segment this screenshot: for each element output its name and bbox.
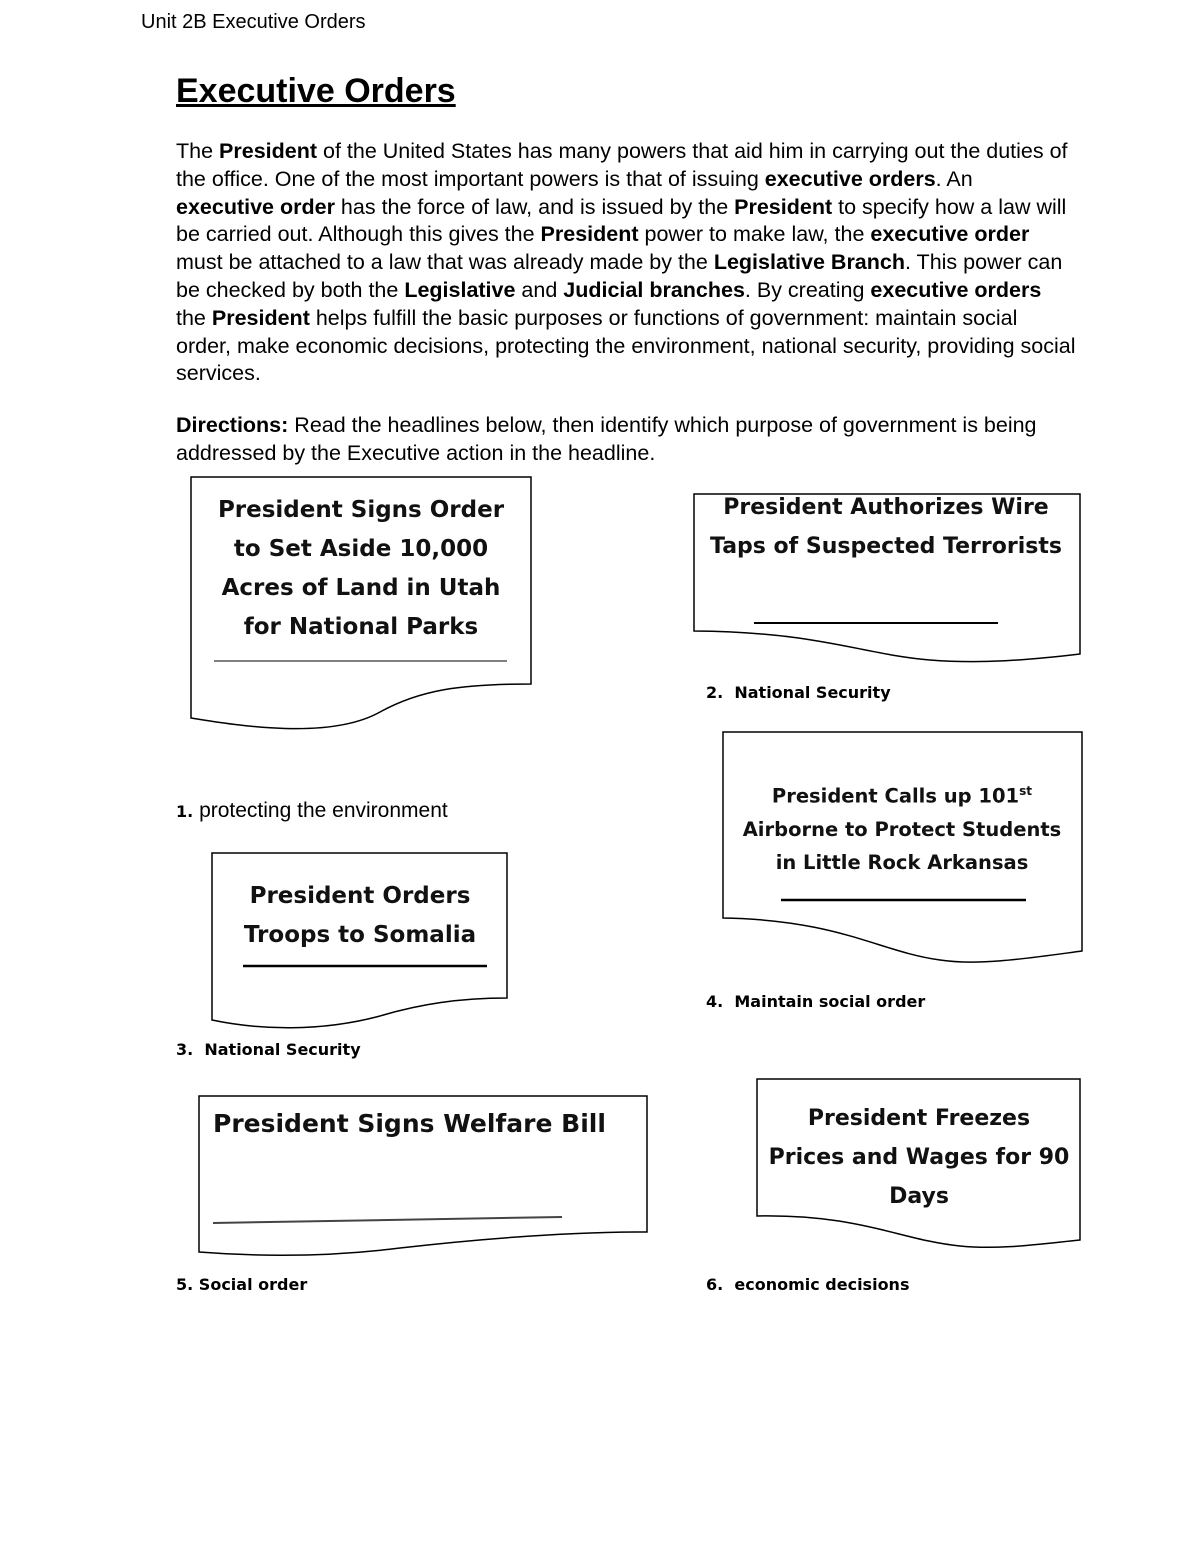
answer-3: 3. National Security [176, 1040, 361, 1059]
answer-6: 6. economic decisions [706, 1275, 910, 1294]
headline-3: President Orders Troops to Somalia [243, 883, 477, 948]
headline-1: President Signs Order to Set Aside 10,000 Acres of Land in Utah for National Parks [217, 497, 505, 640]
intro-paragraph: The President of the United States has many powers that aid him in carrying out the duties of the office. One of the most important powers is that of issuing executive orders. An executive order has the force of law, and is issued by the President to specify how a law will be carried out. Although this gives the President power to make law, the executive order must be attached to a law that was already made by the Legislative Branch. This power can be checked by both the Legislative and Judicial branches. By creating executive orders the President helps fulfill the basic purposes or functions of government: maintain social order, make economic decisions, protecting the environment, national security, providing social services. [176, 139, 1076, 386]
page-header: Unit 2B Executive Orders [141, 11, 366, 33]
answer-4: 4. Maintain social order [706, 992, 926, 1011]
answer-2: 2. National Security [706, 683, 891, 702]
headline-5: President Signs Welfare Bill [213, 1109, 606, 1138]
headline-4: President Calls up 101st Airborne to Protect Students in Little Rock Arkansas [742, 784, 1062, 874]
headline-6: President Freezes Prices and Wages for 90 Days [768, 1106, 1070, 1209]
directions-text: Read the headlines below, then identify which purpose of government is being addressed by the Executive action in the headline. [176, 413, 1037, 465]
directions-label: Directions: [176, 413, 289, 437]
answer-line-5 [213, 1217, 562, 1223]
headline-2: President Authorizes Wire Taps of Suspected Terrorists [710, 495, 1062, 559]
answer-5: 5. Social order [176, 1275, 308, 1294]
answer-1: 1. protecting the environment [176, 799, 448, 822]
page-title: Executive Orders [176, 72, 456, 110]
